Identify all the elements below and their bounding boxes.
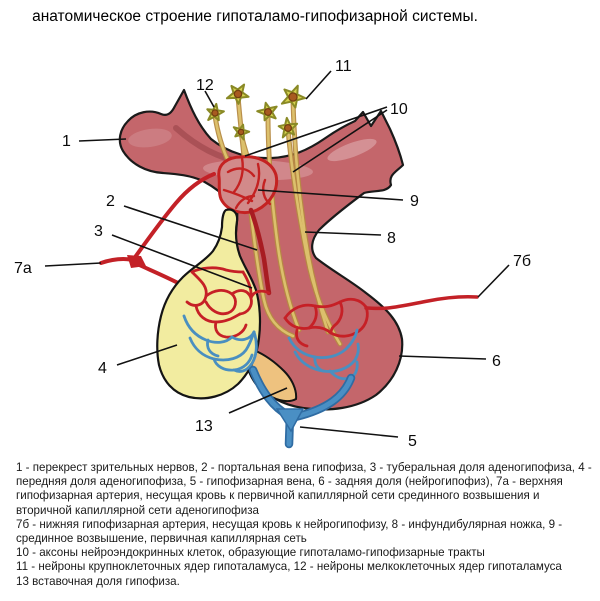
label-9: 9 (410, 193, 419, 210)
neuron-nucleus (285, 125, 292, 132)
inferior-hypophyseal-artery (366, 297, 477, 309)
label-11: 11 (335, 58, 352, 75)
neuron-nucleus (289, 93, 297, 101)
page-title: анатомическое строение гипоталамо-гипофизарной системы. (32, 8, 478, 25)
label-6: 6 (492, 353, 501, 370)
neuron-nucleus (238, 129, 243, 134)
leader-line-7b (478, 265, 509, 297)
label-1: 1 (62, 133, 71, 150)
neurons (207, 85, 305, 140)
leader-line-7a (45, 263, 101, 266)
label-2: 2 (106, 193, 115, 210)
legend-paragraph: 10 - аксоны нейроэндокринных клеток, образующие гипоталамо-гипофизарные тракты (16, 546, 485, 560)
label-12: 12 (196, 77, 214, 94)
legend-paragraph: 11 - нейроны крупноклеточных ядер гипоталамуса, 12 - нейроны мелкоклеточных ядер гипоталамуса (16, 560, 562, 574)
label-4: 4 (98, 360, 107, 377)
legend-paragraph: 13 вставочная доля гипофиза. (16, 574, 180, 588)
label-7a: 7а (14, 260, 32, 277)
neuron-nucleus (234, 90, 241, 97)
legend-text (16, 461, 594, 589)
leader-line-6 (399, 356, 486, 359)
leader-line-11 (306, 71, 331, 99)
neuron-nucleus (212, 110, 218, 116)
label-3: 3 (94, 223, 103, 240)
label-8: 8 (387, 230, 396, 247)
neuron-nucleus (265, 109, 272, 116)
label-13: 13 (195, 418, 213, 435)
label-7b: 7б (513, 253, 532, 270)
label-10: 10 (390, 101, 408, 118)
legend-paragraph: 1 - перекрест зрительных нервов, 2 - портальная вена гипофиза, 3 - туберальная доля аденогипофиза, 4 - передняя доля аденогипофиза, 5 - гипофизарная вена, 6 - задняя доля (нейрогипофиз), 7а - верхняя гипофизарная артерия, несущая кровь к первичной капиллярной сети срединного возвышения и вторичной капиллярной сети аденогипофиза (16, 461, 592, 517)
leader-line-5 (300, 427, 398, 437)
legend-paragraph: 7б - нижняя гипофизарная артерия, несущая кровь к нейрогипофизу, 8 - инфундибулярная ножка, 9 - срединное возвышение, первичная капиллярная сеть (16, 517, 563, 546)
label-5: 5 (408, 433, 417, 450)
